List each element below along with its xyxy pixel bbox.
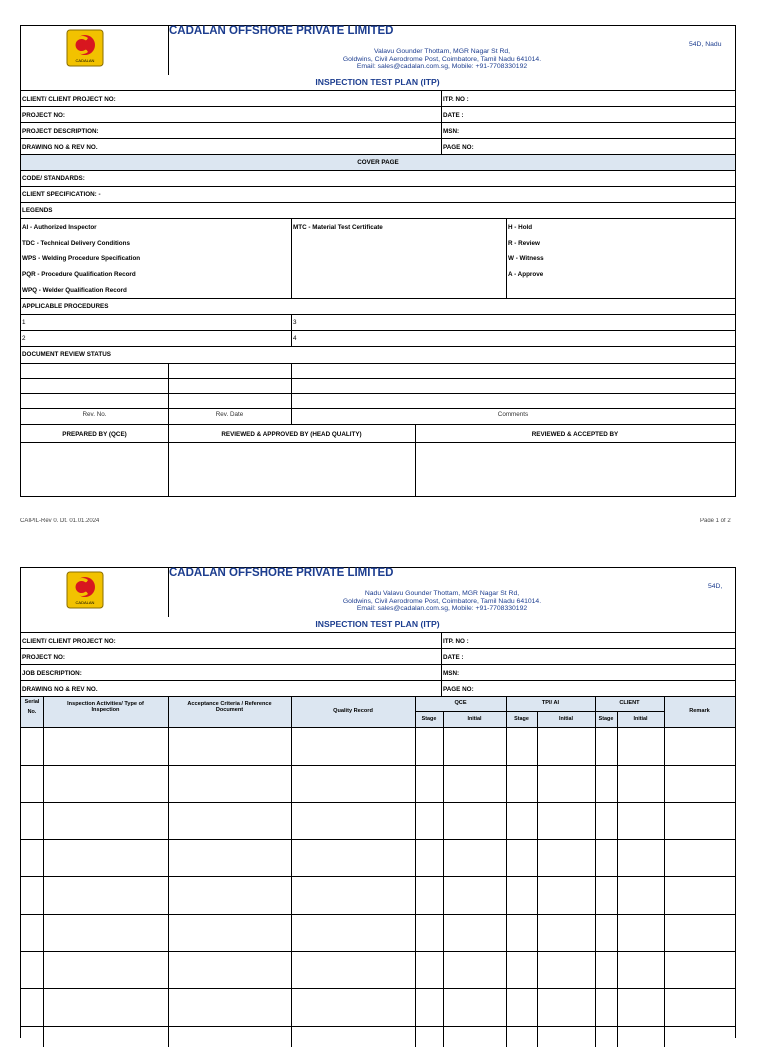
cover-section-title: COVER PAGE	[357, 159, 399, 166]
applicable-procedures: APPLICABLE PROCEDURES	[22, 303, 109, 310]
page-no-field: PAGE NO:	[443, 686, 474, 693]
table-row	[21, 839, 735, 840]
table-row	[21, 876, 735, 877]
job-desc-field: JOB DESCRIPTION:	[22, 670, 82, 677]
table-row	[21, 951, 735, 952]
project-no-field: PROJECT NO:	[22, 654, 66, 661]
itp-plan-page	[0, 545, 768, 1024]
table-row	[21, 765, 735, 766]
address-line-3: Email: sales@cadalan.com.sg, Mobile: +91-7708330192	[356, 605, 528, 613]
doc-title: INSPECTION TEST PLAN (ITP)	[315, 619, 440, 629]
legend-mtc: MTC - Material Test Certificate	[293, 224, 383, 231]
client-header: CLIENT	[619, 700, 640, 706]
project-no-field: PROJECT NO:	[22, 112, 66, 119]
address-prefix: 54D, Nadu	[689, 41, 722, 48]
client-spec: CLIENT SPECIFICATION: -	[22, 191, 101, 198]
legend-wps: WPS - Welding Procedure Specification	[22, 255, 141, 262]
msn-field: MSN:	[443, 670, 460, 677]
address-line-1: Nadu Valavu Gounder Thottam, MGR Nagar St Rd,	[364, 590, 520, 597]
activity-header: Inspection Activities/ Type of Inspection	[67, 701, 144, 714]
company-name: CADALAN OFFSHORE PRIVATE LIMITED	[169, 567, 394, 579]
code-standards: CODE/ STANDARDS:	[22, 175, 85, 182]
table-row	[21, 1026, 735, 1027]
prepared-by: PREPARED BY (QCE)	[62, 431, 127, 438]
footer-left: CAIPIL-Rev 0, Dt. 01.01.2024	[20, 518, 100, 522]
address-line-2: Goldwins, Civil Aerodrome Post, Coimbatore, Tamil Nadu 641014.	[342, 55, 542, 63]
drawing-field: DRAWING NO & REV NO.	[22, 144, 98, 151]
table-row	[21, 988, 735, 989]
plan-sheet	[20, 567, 736, 1038]
logo-text: CADALAN	[75, 600, 95, 605]
logo-text: CADALAN	[75, 58, 95, 63]
serial-header	[21, 699, 43, 715]
itp-no-field: ITP. NO :	[443, 638, 469, 645]
legend-hold: H - Hold	[508, 224, 533, 231]
legends-heading: LEGENDS	[22, 207, 53, 214]
criteria-header: Acceptance Criteria / Reference Document	[187, 701, 272, 714]
procedure-4: 4	[293, 335, 297, 342]
client-initial-header: Initial	[633, 716, 648, 722]
procedure-1: 1	[22, 319, 26, 326]
client-field: CLIENT/ CLIENT PROJECT NO:	[22, 638, 116, 645]
date-field: DATE :	[443, 112, 464, 119]
client-field: CLIENT/ CLIENT PROJECT NO:	[22, 96, 116, 103]
company-logo	[66, 29, 104, 67]
cover-sheet	[20, 25, 736, 497]
table-row	[21, 802, 735, 803]
company-address	[311, 48, 573, 71]
address-line-3: Email: sales@cadalan.com.sg, Mobile: +91-7708330192	[356, 63, 528, 71]
client-stage-header: Stage	[598, 716, 614, 722]
company-name: CADALAN OFFSHORE PRIVATE LIMITED	[169, 25, 394, 37]
qce-initial-header: Initial	[467, 716, 482, 722]
legend-tdc: TDC - Technical Delivery Conditions	[22, 240, 130, 247]
procedure-2: 2	[22, 335, 26, 342]
date-field: DATE :	[443, 654, 464, 661]
rev-date-label: Rev. Date	[215, 411, 244, 418]
document-review-status: DOCUMENT REVIEW STATUS	[22, 351, 111, 358]
address-prefix: 54D,	[708, 583, 723, 590]
legend-witness: W - Witness	[508, 255, 544, 262]
accepted-by: REVIEWED & ACCEPTED BY	[531, 431, 619, 438]
legend-wpq: WPQ - Welder Qualification Record	[22, 287, 127, 294]
legend-pqr: PQR - Procedure Qualification Record	[22, 271, 136, 278]
drawing-field: DRAWING NO & REV NO.	[22, 686, 98, 693]
project-desc-field: PROJECT DESCRIPTION:	[22, 128, 99, 135]
legend-approve: A - Approve	[508, 271, 544, 278]
msn-field: MSN:	[443, 128, 460, 135]
footer-right: Page 1 of 2	[700, 518, 731, 522]
doc-title: INSPECTION TEST PLAN (ITP)	[315, 77, 440, 87]
page-no-field: PAGE NO:	[443, 144, 474, 151]
serial-header-line1: Serial	[24, 699, 40, 705]
reviewed-by: REVIEWED & APPROVED BY (HEAD QUALITY)	[221, 431, 362, 438]
qce-stage-header: Stage	[421, 716, 437, 722]
tpi-initial-header: Initial	[558, 716, 574, 722]
remark-header: Remark	[689, 708, 710, 714]
record-header: Quality Record	[333, 708, 373, 714]
qce-header: QCE	[454, 700, 467, 706]
address-line-2: Goldwins, Civil Aerodrome Post, Coimbatore, Tamil Nadu 641014.	[342, 597, 542, 605]
company-logo	[66, 571, 104, 609]
legend-review: R - Review	[508, 240, 540, 247]
rev-no-label: Rev. No.	[82, 411, 107, 418]
company-address	[311, 590, 573, 613]
itp-no-field: ITP. NO :	[443, 96, 469, 103]
address-line-1: Valavu Gounder Thottam, MGR Nagar St Rd,	[373, 48, 511, 55]
tpi-header: TPI/ AI	[541, 700, 560, 706]
procedure-3: 3	[293, 319, 297, 326]
serial-header-line2: No.	[27, 709, 37, 715]
comments-label: Comments	[497, 411, 529, 418]
legend-ai: AI - Authorized Inspector	[22, 224, 97, 231]
tpi-stage-header: Stage	[514, 716, 529, 722]
table-row	[21, 914, 735, 915]
